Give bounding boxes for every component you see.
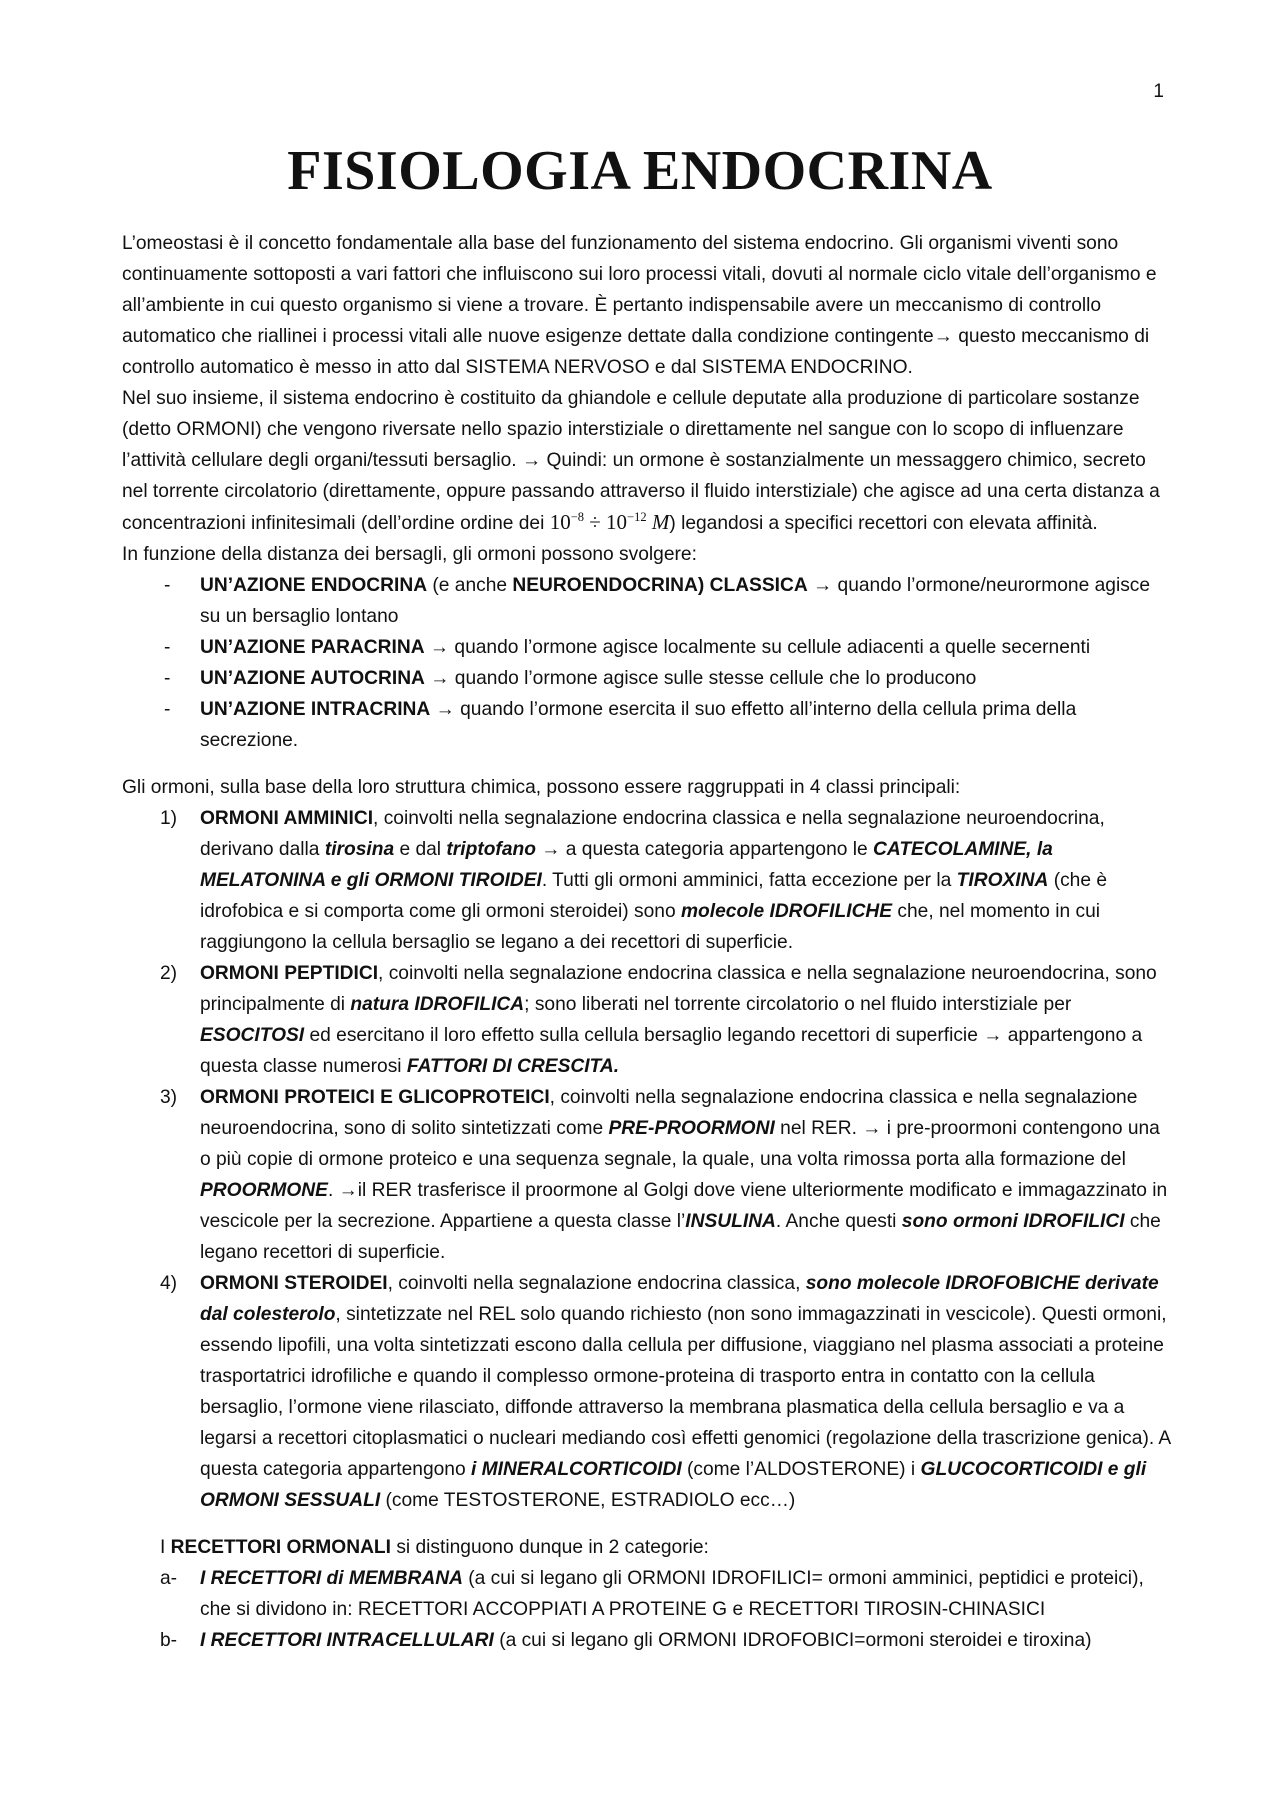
- class-emphasis: ESOCITOSI: [200, 1025, 305, 1046]
- intro-paragraph-2-text: Nel suo insieme, il sistema endocrino è costituito da ghiandole e cellule deputate alla produzione di particolare sostanze (detto ORMONI) che vengono riversate nello spazio interstiziale o direttamente nel sangue con lo scopo di influenzare l’attività cellulare degli organi/tessuti bersaglio. → Quindi: un ormone è sostanzialmente un messaggero chimico, secreto nel torrente circolatorio (direttamente, oppure passando attraverso il fluido interstiziale) che agisce ad una certa distanza a concentrazioni infinitesimali (dell’ordine ordine dei: [122, 388, 1160, 534]
- action-paracrina-label: UN’AZIONE PARACRINA: [200, 637, 425, 658]
- class-text: . Tutti gli ormoni amminici, fatta eccezione per la: [541, 870, 957, 891]
- receptors-intro-prefix: I: [160, 1537, 171, 1558]
- class-text: → a questa categoria appartengono le: [535, 839, 874, 860]
- receptors-intro: [122, 1532, 1172, 1563]
- class-text: ed esercitano il loro effetto sulla cellula bersaglio legando recettori di superficie → appartengono a questa classe numerosi: [200, 1025, 1143, 1077]
- list-marker: 4): [160, 1273, 178, 1294]
- action-autocrina-label: UN’AZIONE AUTOCRINA: [200, 668, 425, 689]
- class-text: . →il RER trasferisce il proormone al Golgi dove viene ulteriormente modificato e immagazzinato in vescicole per la secrezione. Appartiene a questa classe l’: [200, 1180, 1168, 1232]
- class-emphasis: i MINERALCORTICOIDI: [470, 1459, 682, 1480]
- action-text: → quando l’ormone agisce localmente su cellule adiacenti a quelle secernenti: [424, 637, 1091, 658]
- action-text: → quando l’ormone esercita il suo effetto all’interno della cellula prima della secrezione.: [200, 699, 1077, 751]
- page-number: 1: [1153, 81, 1164, 102]
- formula-base-1: 10: [549, 510, 571, 534]
- formula-unit: M: [646, 510, 670, 534]
- class-emphasis: INSULINA: [685, 1211, 776, 1232]
- class-emphasis: triptofano: [446, 839, 536, 860]
- formula-exponent-2: −12: [627, 510, 647, 524]
- class-text: che legano recettori di superficie.: [200, 1211, 1161, 1263]
- class-text: , coinvolti nella segnalazione endocrina classica e nella segnalazione neuroendocrina, sono di solito sintetizzati come: [200, 1087, 1138, 1139]
- class-text: , sintetizzate nel REL solo quando richiesto (non sono immagazzinati in vescicole). Questi ormoni, essendo lipofili, una volta sintetizzati escono dalla cellula per diffusione, viaggiano nel plasma associati a proteine trasportatrici idrofiliche e quando il complesso ormone-proteina di trasporto entra in contatto con la cellula bersaglio, l’ormone viene rilasciato, diffonde attraverso la membrana plasmatica della cellula bersaglio e va a legarsi a recettori citoplasmatici o nucleari mediando così effetti genomici (regolazione della trascrizione genica). A questa categoria appartengono: [200, 1304, 1171, 1480]
- list-item: [122, 570, 1172, 632]
- list-marker: -: [164, 699, 171, 720]
- receptor-text: (a cui si legano gli ORMONI IDROFOBICI=ormoni steroidei e tiroxina): [493, 1630, 1092, 1651]
- list-item-recettori-intracellulari: [122, 1625, 1172, 1656]
- class-text: e dal: [394, 839, 447, 860]
- action-types-list: [122, 570, 1172, 756]
- section-gap: [122, 1516, 1172, 1532]
- action-intracrina-label: UN’AZIONE INTRACRINA: [200, 699, 431, 720]
- class-text: (come TESTOSTERONE, ESTRADIOLO ecc…): [380, 1490, 796, 1511]
- receptors-title: RECETTORI ORMONALI: [170, 1537, 391, 1558]
- concentration-formula: [550, 510, 670, 534]
- class-text: , coinvolti nella segnalazione endocrina classica e nella segnalazione neuroendocrina, derivano dalla: [200, 808, 1105, 860]
- class-text: che, nel momento in cui raggiungono la cellula bersaglio se legano a dei recettori di superficie.: [200, 901, 1101, 953]
- list-item-recettori-membrana: [122, 1563, 1172, 1625]
- class-text: (che è idrofobica e si comporta come gli ormoni steroidei) sono: [200, 870, 1108, 922]
- class-title: ORMONI PROTEICI E GLICOPROTEICI: [200, 1087, 550, 1108]
- list-item: [122, 632, 1172, 663]
- receptors-intro-text: si distinguono dunque in 2 categorie:: [390, 1537, 709, 1558]
- class-text: , coinvolti nella segnalazione endocrina classica e nella segnalazione neuroendocrina, sono principalmente di: [200, 963, 1157, 1015]
- document-body: [122, 228, 1172, 1656]
- list-item: [122, 694, 1172, 756]
- class-emphasis: sono molecole IDROFOBICHE derivate dal colesterolo: [200, 1273, 1159, 1325]
- list-marker: 3): [160, 1087, 178, 1108]
- class-title: ORMONI STEROIDEI: [200, 1273, 388, 1294]
- classes-intro: Gli ormoni, sulla base della loro struttura chimica, possono essere raggruppati in 4 classi principali:: [122, 777, 961, 798]
- class-emphasis: PROORMONE: [200, 1180, 328, 1201]
- list-marker: -: [164, 668, 171, 689]
- intro-paragraph-3: In funzione della distanza dei bersagli, gli ormoni possono svolgere:: [122, 544, 697, 565]
- list-item-ormoni-proteici: [122, 1082, 1172, 1268]
- class-emphasis: PRE-PROORMONI: [608, 1118, 775, 1139]
- class-text: nel RER. → i pre-proormoni contengono una o più copie di ormone proteico e una sequenza segnale, la quale, una volta rimossa porta alla formazione del: [200, 1118, 1160, 1170]
- list-item: [122, 663, 1172, 694]
- class-title: ORMONI PEPTIDICI: [200, 963, 379, 984]
- list-marker: -: [164, 637, 171, 658]
- list-item-ormoni-peptidici: [122, 958, 1172, 1082]
- section-gap: [122, 756, 1172, 772]
- intro-paragraph-1: L’omeostasi è il concetto fondamentale alla base del funzionamento del sistema endocrino. Gli organismi viventi sono continuamente sottoposti a vari fattori che influiscono sui loro processi vitali, dovuti al normale ciclo vitale dell’organismo e all’ambiente in cui questo organismo si viene a trovare. È pertanto indispensabile avere un meccanismo di controllo automatico che riallinei i processi vitali alle nuove esigenze dettate dalla condizione contingente→ questo meccanismo di controllo automatico è messo in atto dal SISTEMA NERVOSO e dal SISTEMA ENDOCRINO.: [122, 233, 1157, 378]
- class-text: . Anche questi: [775, 1211, 902, 1232]
- action-text: → quando l’ormone/neurormone agisce su un bersaglio lontano: [200, 575, 1151, 627]
- hormone-classes-list: [122, 803, 1172, 1516]
- class-emphasis: FATTORI DI CRESCITA.: [406, 1056, 620, 1077]
- list-marker: 2): [160, 963, 178, 984]
- class-emphasis: natura IDROFILICA: [350, 994, 525, 1015]
- list-marker: a-: [160, 1568, 178, 1589]
- intro-paragraph-2: [122, 383, 1172, 539]
- action-endocrina-label: UN’AZIONE ENDOCRINA: [200, 575, 428, 596]
- class-text: , coinvolti nella segnalazione endocrina classica,: [387, 1273, 806, 1294]
- class-text: ; sono liberati nel torrente circolatorio o nel fluido interstiziale per: [524, 994, 1072, 1015]
- list-item-ormoni-steroidei: [122, 1268, 1172, 1516]
- action-text: (e anche: [427, 575, 513, 596]
- list-marker: b-: [160, 1630, 178, 1651]
- list-marker: 1): [160, 808, 178, 829]
- class-title: ORMONI AMMINICI: [200, 808, 374, 829]
- action-text: → quando l’ormone agisce sulle stesse cellule che lo producono: [424, 668, 977, 689]
- list-marker: -: [164, 575, 171, 596]
- class-emphasis: CATECOLAMINE, la MELATONINA e gli ORMONI TIROIDEI: [200, 839, 1053, 891]
- receptor-text: (a cui si legano gli ORMONI IDROFILICI= ormoni amminici, peptidici e proteici), che si dividono in: RECETTORI ACCOPPIATI A PROTEINE G e RECETTORI TIROSIN-CHINASICI: [200, 1568, 1144, 1620]
- page-title: FISIOLOGIA ENDOCRINA: [287, 140, 993, 202]
- class-emphasis: sono ormoni IDROFILICI: [901, 1211, 1125, 1232]
- formula-division-sign: ÷: [584, 510, 607, 534]
- receptor-title: I RECETTORI di MEMBRANA: [200, 1568, 463, 1589]
- class-emphasis: molecole IDROFILICHE: [680, 901, 893, 922]
- class-emphasis: GLUCOCORTICOIDI e gli ORMONI SESSUALI: [200, 1459, 1147, 1511]
- intro-paragraph-2-end: ) legandosi a specifici recettori con elevata affinità.: [669, 513, 1098, 534]
- action-neuroendocrina-label: NEUROENDOCRINA) CLASSICA: [512, 575, 808, 596]
- receptor-categories-list: [122, 1563, 1172, 1656]
- formula-exponent-1: −8: [570, 510, 584, 524]
- receptor-title: I RECETTORI INTRACELLULARI: [200, 1630, 494, 1651]
- class-text: (come l’ALDOSTERONE) i: [681, 1459, 921, 1480]
- list-item-ormoni-amminici: [122, 803, 1172, 958]
- class-emphasis: tirosina: [324, 839, 395, 860]
- class-emphasis: TIROXINA: [956, 870, 1049, 891]
- formula-base-2: 10: [606, 510, 628, 534]
